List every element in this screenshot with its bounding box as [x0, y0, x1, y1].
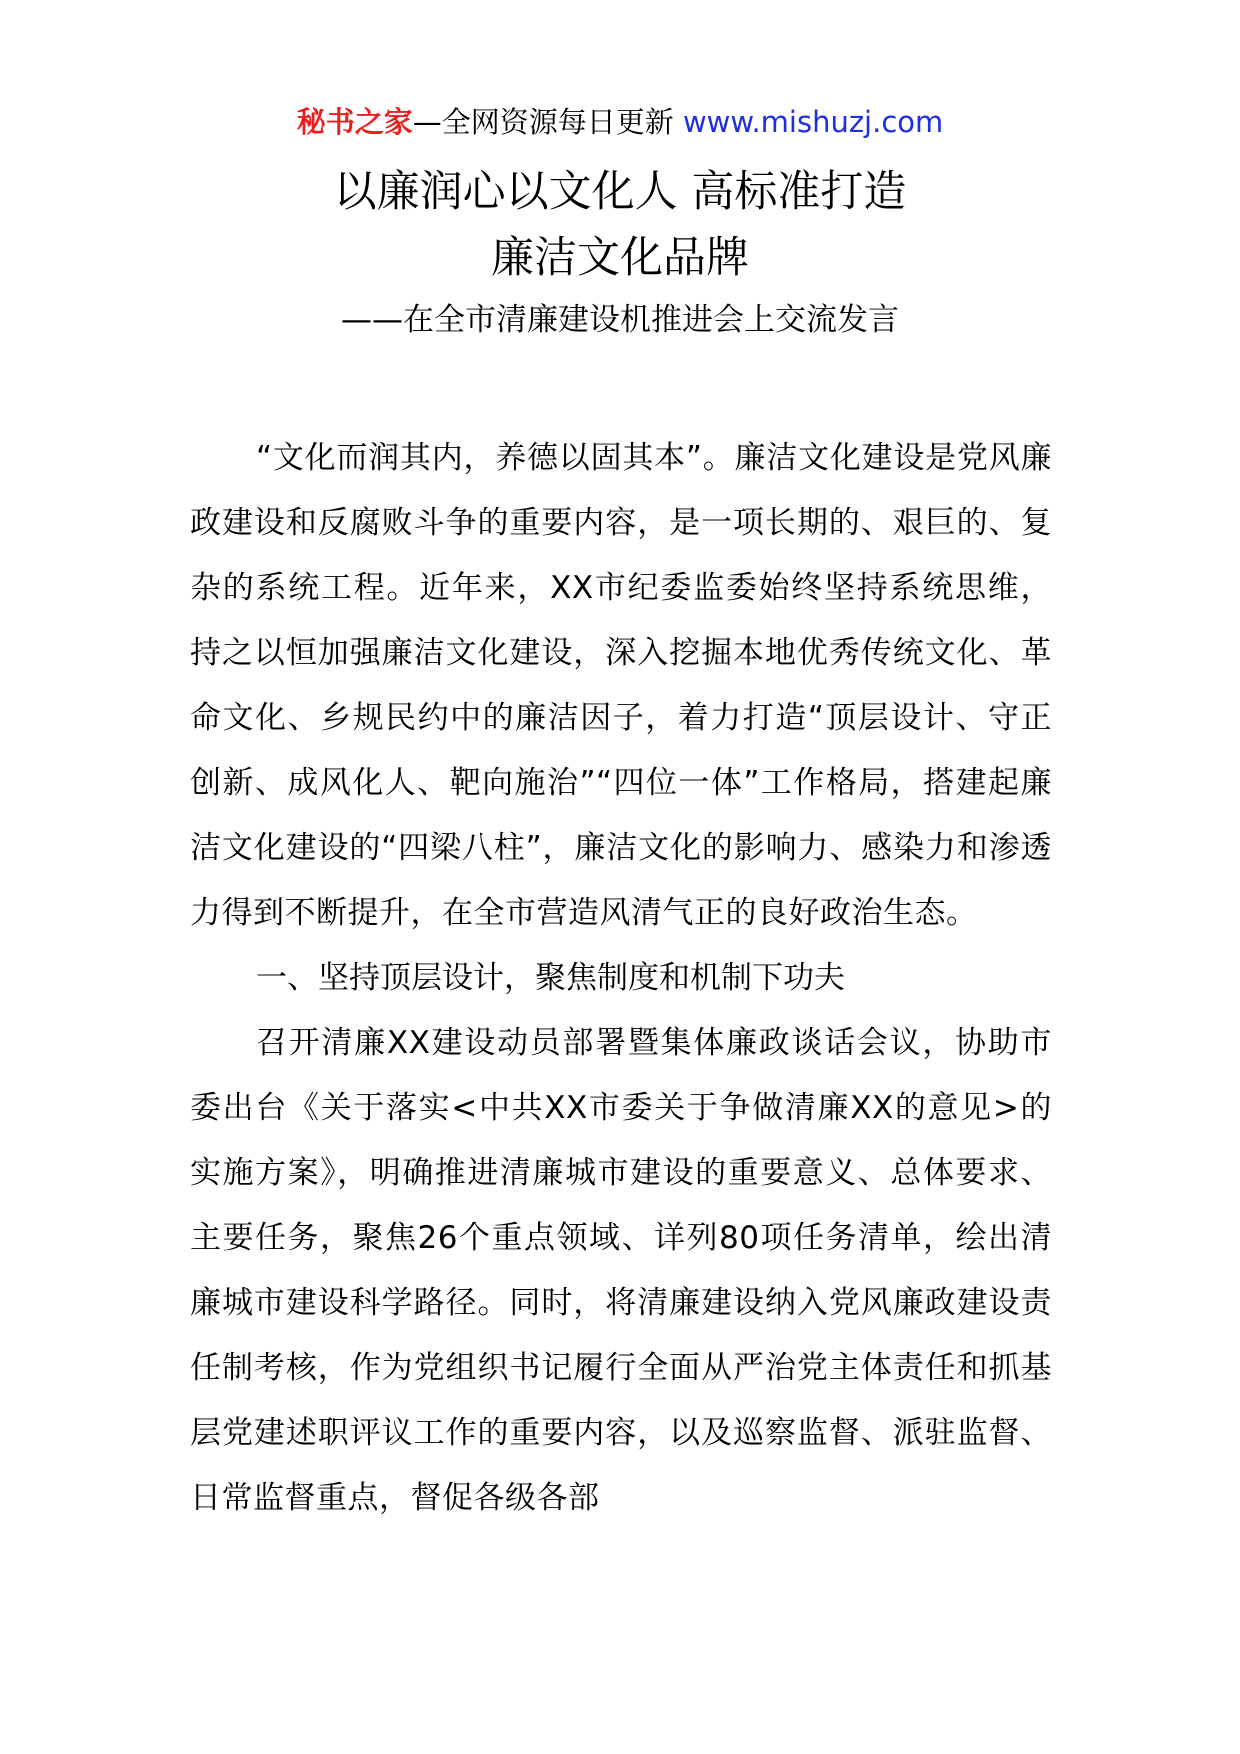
paragraph-section-1: 召开清廉XX建设动员部署暨集体廉政谈话会议，协助市委出台《关于落实<中共XX市委关于争做清廉XX的意见>的实施方案》，明确推进清廉城市建设的重要意义、总体要求、主要任务，聚焦26个重点领域、详列80项任务清单，绘出清廉城市建设科学路径。同时，将清廉建设纳入党风廉政建设责任制考核，作为党组织书记履行全面从严治党主体责任和抓基层党建述职评议工作的重要内容，以及巡察监督、派驻监督、日常监督重点，督促各级各部	[190, 1025, 1052, 1516]
document-title-line-2: 廉洁文化品牌	[491, 233, 749, 283]
paragraph-intro: “文化而润其内，养德以固其本”。廉洁文化建设是党风廉政建设和反腐败斗争的重要内容，是一项长期的、艰巨的、复杂的系统工程。近年来，XX市纪委监委始终坚持系统思维，持之以恒加强廉洁文化建设，深入挖掘本地优秀传统文化、革命文化、乡规民约中的廉洁因子，着力打造“顶层设计、守正创新、成风化人、靶向施治”“四位一体”工作格局，搭建起廉洁文化建设的“四梁八柱”，廉洁文化的影响力、感染力和渗透力得到不断提升，在全市营造风清气正的良好政治生态。	[190, 440, 1052, 931]
document-subtitle: ——在全市清廉建设机推进会上交流发言	[341, 302, 899, 338]
document-title-line-1: 以廉润心以文化人 高标准打造	[333, 167, 907, 217]
document-body	[190, 426, 1052, 1531]
site-url-link[interactable]: www.mishuzj.com	[682, 105, 944, 139]
header-tagline: —全网资源每日更新	[412, 105, 674, 139]
brand-name: 秘书之家	[296, 105, 413, 139]
section-heading-1: 一、坚持顶层设计，聚焦制度和机制下功夫	[256, 960, 845, 996]
site-header	[0, 102, 1240, 142]
